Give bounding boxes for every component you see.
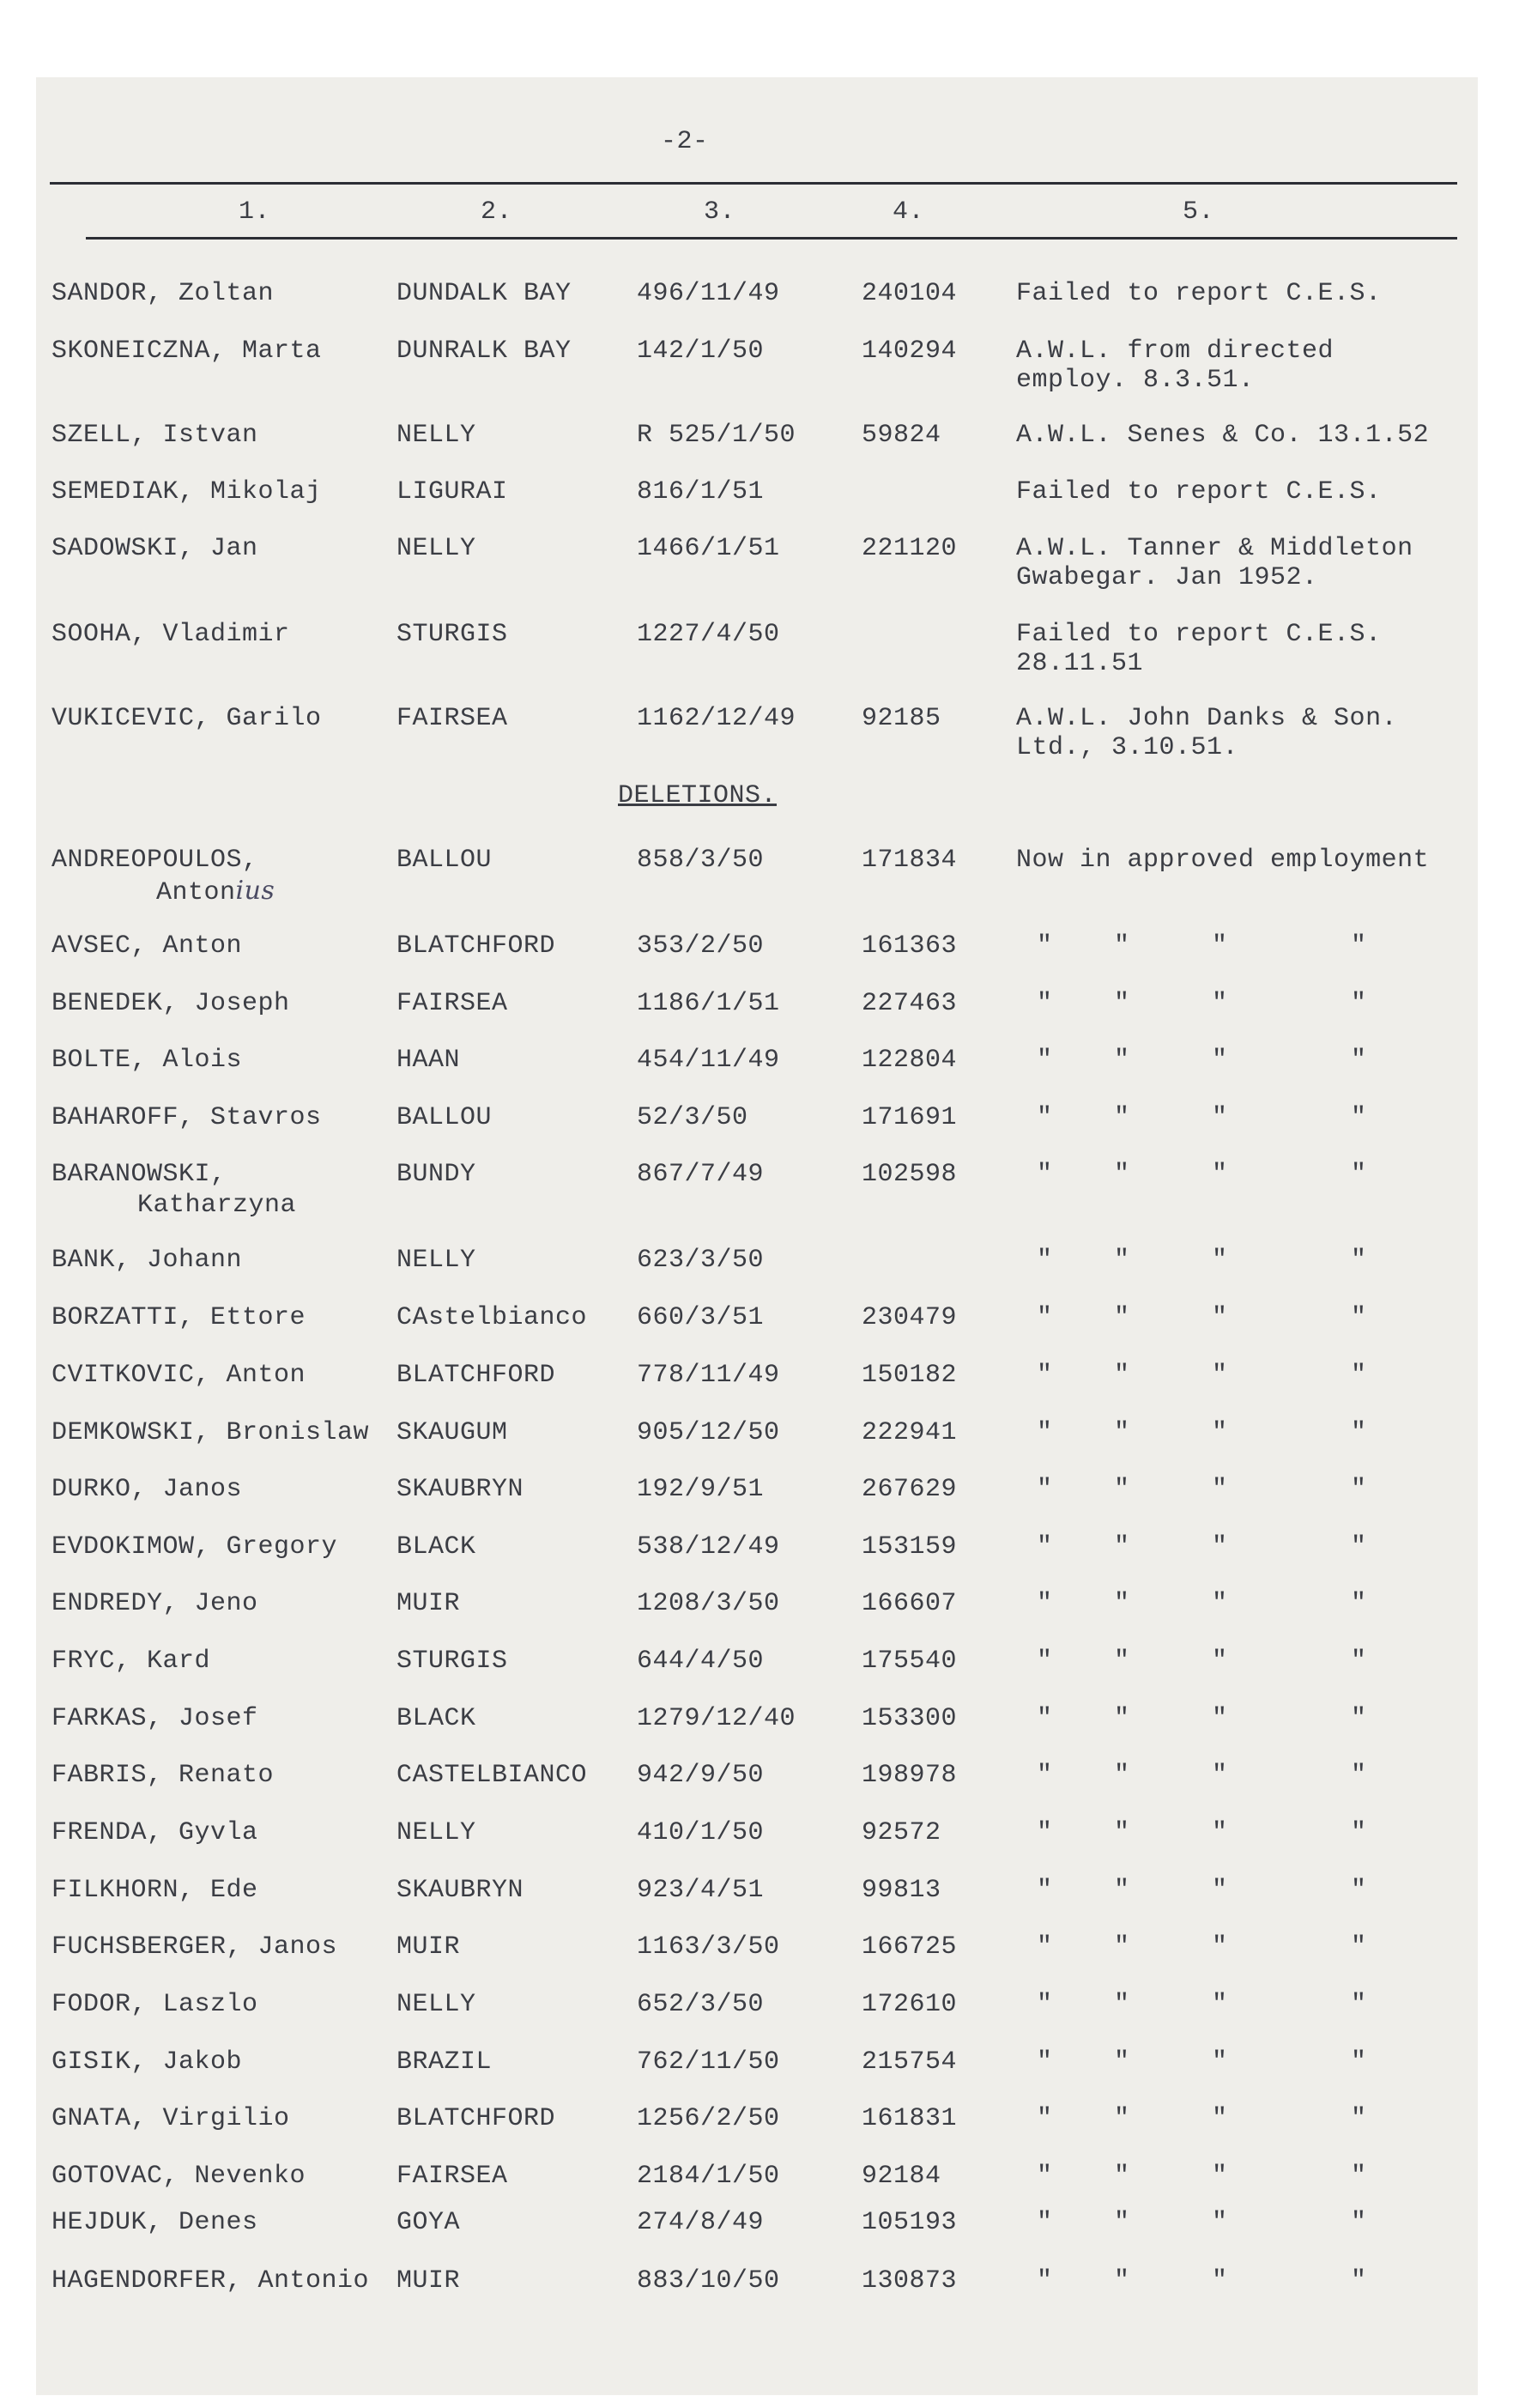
ditto-mark: " [1212, 1418, 1228, 1447]
ditto-mark: " [1212, 931, 1228, 961]
typed-given-name: Anton [156, 878, 236, 907]
ditto-mark: " [1212, 1475, 1228, 1504]
ditto-mark: " [1114, 1475, 1130, 1504]
ditto-mark: " [1114, 1704, 1130, 1733]
ship-name: NELLY [396, 1246, 476, 1275]
ditto-mark: " [1114, 1418, 1130, 1447]
ditto-mark: " [1037, 1704, 1053, 1733]
person-name: FRYC, Kard [51, 1647, 211, 1676]
person-name: BARANOWSKI, [51, 1160, 227, 1189]
id-number: 99813 [862, 1876, 941, 1905]
ditto-mark: " [1212, 1246, 1228, 1275]
person-name: GOTOVAC, Nevenko [51, 2162, 306, 2191]
page-number: -2- [661, 127, 709, 156]
ditto-mark: " [1114, 1647, 1130, 1676]
ditto-mark: " [1351, 1418, 1367, 1447]
ditto-mark: " [1212, 1046, 1228, 1075]
ditto-mark: " [1114, 1046, 1130, 1075]
ditto-mark: " [1037, 1589, 1053, 1618]
remark: A.W.L. Senes & Co. 13.1.52 [1016, 421, 1430, 450]
reference-number: 858/3/50 [637, 846, 765, 875]
reference-number: 1186/1/51 [637, 989, 780, 1018]
ditto-mark: " [1114, 1761, 1130, 1790]
reference-number: 816/1/51 [637, 477, 765, 506]
person-name: FODOR, Laszlo [51, 1990, 258, 2019]
ditto-mark: " [1212, 2208, 1228, 2237]
ditto-mark: " [1212, 989, 1228, 1018]
reference-number: 867/7/49 [637, 1160, 765, 1189]
ship-name: BLACK [396, 1532, 476, 1562]
ditto-mark: " [1351, 2208, 1367, 2237]
reference-number: 1227/4/50 [637, 620, 780, 649]
ditto-mark: " [1114, 1589, 1130, 1618]
ditto-mark: " [1351, 2266, 1367, 2296]
id-number: 92572 [862, 1818, 941, 1847]
ditto-mark: " [1351, 1589, 1367, 1618]
ship-name: BLATCHFORD [396, 931, 556, 961]
ship-name: NELLY [396, 421, 476, 450]
ditto-mark: " [1037, 1990, 1053, 2019]
id-number: 161831 [862, 2104, 958, 2133]
ditto-mark: " [1351, 931, 1367, 961]
ditto-mark: " [1037, 2208, 1053, 2237]
ditto-mark: " [1351, 1361, 1367, 1390]
ship-name: MUIR [396, 1589, 461, 1618]
reference-number: 942/9/50 [637, 1761, 765, 1790]
id-number: 171834 [862, 846, 958, 875]
ditto-mark: " [1212, 1990, 1228, 2019]
remark: A.W.L. from directed [1016, 337, 1334, 366]
ditto-mark: " [1351, 1103, 1367, 1132]
ditto-mark: " [1351, 989, 1367, 1018]
ditto-mark: " [1037, 2104, 1053, 2133]
ditto-mark: " [1212, 2104, 1228, 2133]
remark: A.W.L. Tanner & Middleton [1016, 534, 1413, 563]
id-number: 59824 [862, 421, 941, 450]
reference-number: 1163/3/50 [637, 1932, 780, 1962]
reference-number: 1466/1/51 [637, 534, 780, 563]
id-number: 221120 [862, 534, 958, 563]
ditto-mark: " [1037, 1475, 1053, 1504]
id-number: 122804 [862, 1046, 958, 1075]
ditto-mark: " [1114, 931, 1130, 961]
ditto-mark: " [1037, 1532, 1053, 1562]
remark: Now in approved employment [1016, 846, 1430, 875]
reference-number: 454/11/49 [637, 1046, 780, 1075]
ship-name: NELLY [396, 1818, 476, 1847]
ship-name: MUIR [396, 2266, 461, 2296]
ditto-mark: " [1114, 2162, 1130, 2191]
remark-continued: 28.11.51 [1016, 649, 1144, 678]
person-name: GNATA, Virgilio [51, 2104, 290, 2133]
ditto-mark: " [1114, 1361, 1130, 1390]
id-number: 166607 [862, 1589, 958, 1618]
remark: Failed to report C.E.S. [1016, 477, 1382, 506]
ditto-mark: " [1037, 2266, 1053, 2296]
ditto-mark: " [1351, 1160, 1367, 1189]
ditto-mark: " [1114, 1990, 1130, 2019]
person-name: ANDREOPOULOS, [51, 846, 258, 875]
person-name: FARKAS, Josef [51, 1704, 258, 1733]
person-name: FUCHSBERGER, Janos [51, 1932, 338, 1962]
reference-number: 905/12/50 [637, 1418, 780, 1447]
person-name: BENEDEK, Joseph [51, 989, 290, 1018]
ship-name: BLATCHFORD [396, 2104, 556, 2133]
ditto-mark: " [1212, 1876, 1228, 1905]
person-name: SZELL, Istvan [51, 421, 258, 450]
ship-name: STURGIS [396, 620, 508, 649]
header-rule-bottom [86, 237, 1457, 240]
ditto-mark: " [1212, 1361, 1228, 1390]
handwritten-suffix: ius [235, 876, 275, 906]
ship-name: FAIRSEA [396, 2162, 508, 2191]
ditto-mark: " [1114, 1160, 1130, 1189]
person-name: EVDOKIMOW, Gregory [51, 1532, 338, 1562]
ditto-mark: " [1351, 1876, 1367, 1905]
reference-number: 644/4/50 [637, 1647, 765, 1676]
remark-continued: Gwabegar. Jan 1952. [1016, 563, 1318, 592]
remark: Failed to report C.E.S. [1016, 620, 1382, 649]
id-number: 153159 [862, 1532, 958, 1562]
ditto-mark: " [1351, 1046, 1367, 1075]
ditto-mark: " [1351, 1932, 1367, 1962]
id-number: 140294 [862, 337, 958, 366]
id-number: 230479 [862, 1303, 958, 1332]
ditto-mark: " [1037, 1647, 1053, 1676]
ship-name: BUNDY [396, 1160, 476, 1189]
ditto-mark: " [1037, 1361, 1053, 1390]
ditto-mark: " [1037, 989, 1053, 1018]
ditto-mark: " [1037, 1103, 1053, 1132]
reference-number: 923/4/51 [637, 1876, 765, 1905]
reference-number: 496/11/49 [637, 279, 780, 308]
ditto-mark: " [1114, 2208, 1130, 2237]
person-name: DEMKOWSKI, Bronislaw [51, 1418, 370, 1447]
person-name-continued [156, 876, 275, 907]
ship-name: NELLY [396, 1990, 476, 2019]
id-number: 92185 [862, 704, 941, 733]
column-header-4: 4. [893, 197, 925, 227]
ditto-mark: " [1114, 1932, 1130, 1962]
reference-number: 660/3/51 [637, 1303, 765, 1332]
ditto-mark: " [1037, 1246, 1053, 1275]
ship-name: LIGURAI [396, 477, 508, 506]
column-header-5: 5. [1183, 197, 1215, 227]
ditto-mark: " [1114, 1532, 1130, 1562]
id-number: 105193 [862, 2208, 958, 2237]
column-header-2: 2. [481, 197, 513, 227]
ditto-mark: " [1037, 1876, 1053, 1905]
reference-number: 192/9/51 [637, 1475, 765, 1504]
id-number: 102598 [862, 1160, 958, 1189]
ditto-mark: " [1114, 1876, 1130, 1905]
person-name: SOOHA, Vladimir [51, 620, 290, 649]
ditto-mark: " [1351, 1761, 1367, 1790]
person-name: DURKO, Janos [51, 1475, 243, 1504]
id-number: 215754 [862, 2047, 958, 2077]
ship-name: BALLOU [396, 1103, 493, 1132]
reference-number: 2184/1/50 [637, 2162, 780, 2191]
reference-number: 652/3/50 [637, 1990, 765, 2019]
reference-number: 778/11/49 [637, 1361, 780, 1390]
ship-name: CASTELBIANCO [396, 1761, 588, 1790]
ditto-mark: " [1212, 2162, 1228, 2191]
reference-number: 1279/12/40 [637, 1704, 796, 1733]
id-number: 150182 [862, 1361, 958, 1390]
remark: Failed to report C.E.S. [1016, 279, 1382, 308]
ditto-mark: " [1212, 1704, 1228, 1733]
ship-name: BALLOU [396, 846, 493, 875]
ditto-mark: " [1114, 989, 1130, 1018]
person-name: FILKHORN, Ede [51, 1876, 258, 1905]
ship-name: SKAUBRYN [396, 1876, 524, 1905]
ditto-mark: " [1351, 2162, 1367, 2191]
person-name: HEJDUK, Denes [51, 2208, 258, 2237]
id-number: 267629 [862, 1475, 958, 1504]
ditto-mark: " [1351, 1246, 1367, 1275]
person-name: AVSEC, Anton [51, 931, 243, 961]
ditto-mark: " [1351, 1990, 1367, 2019]
ditto-mark: " [1351, 1818, 1367, 1847]
person-name: ENDREDY, Jeno [51, 1589, 258, 1618]
ditto-mark: " [1212, 1818, 1228, 1847]
person-name: BORZATTI, Ettore [51, 1303, 306, 1332]
ship-name: FAIRSEA [396, 989, 508, 1018]
ditto-mark: " [1212, 1589, 1228, 1618]
person-name: VUKICEVIC, Garilo [51, 704, 322, 733]
id-number: 240104 [862, 279, 958, 308]
remark: A.W.L. John Danks & Son. [1016, 704, 1398, 733]
ship-name: SKAUBRYN [396, 1475, 524, 1504]
header-rule-top [50, 182, 1457, 185]
remark-continued: Ltd., 3.10.51. [1016, 733, 1239, 762]
ditto-mark: " [1351, 1647, 1367, 1676]
ship-name: BLACK [396, 1704, 476, 1733]
ditto-mark: " [1351, 2104, 1367, 2133]
ship-name: GOYA [396, 2208, 461, 2237]
ditto-mark: " [1212, 2266, 1228, 2296]
ship-name: HAAN [396, 1046, 461, 1075]
reference-number: 274/8/49 [637, 2208, 765, 2237]
id-number: 222941 [862, 1418, 958, 1447]
ditto-mark: " [1114, 2266, 1130, 2296]
person-name: SADOWSKI, Jan [51, 534, 258, 563]
reference-number: 410/1/50 [637, 1818, 765, 1847]
ditto-mark: " [1114, 2047, 1130, 2077]
ditto-mark: " [1351, 1303, 1367, 1332]
id-number: 153300 [862, 1704, 958, 1733]
ditto-mark: " [1212, 1647, 1228, 1676]
ditto-mark: " [1037, 1046, 1053, 1075]
ditto-mark: " [1037, 1160, 1053, 1189]
ditto-mark: " [1351, 1532, 1367, 1562]
person-name: BOLTE, Alois [51, 1046, 243, 1075]
ship-name: BLATCHFORD [396, 1361, 556, 1390]
ditto-mark: " [1114, 1103, 1130, 1132]
person-name: FRENDA, Gyvla [51, 1818, 258, 1847]
ditto-mark: " [1212, 1532, 1228, 1562]
ditto-mark: " [1037, 2162, 1053, 2191]
ship-name: STURGIS [396, 1647, 508, 1676]
ship-name: FAIRSEA [396, 704, 508, 733]
person-name: FABRIS, Renato [51, 1761, 275, 1790]
id-number: 171691 [862, 1103, 958, 1132]
ditto-mark: " [1037, 931, 1053, 961]
id-number: 92184 [862, 2162, 941, 2191]
ditto-mark: " [1212, 1932, 1228, 1962]
ditto-mark: " [1212, 1303, 1228, 1332]
ditto-mark: " [1351, 2047, 1367, 2077]
reference-number: 353/2/50 [637, 931, 765, 961]
person-name: CVITKOVIC, Anton [51, 1361, 306, 1390]
ship-name: DUNDALK BAY [396, 279, 572, 308]
reference-number: 1256/2/50 [637, 2104, 780, 2133]
person-name: HAGENDORFER, Antonio [51, 2266, 370, 2296]
person-name: SANDOR, Zoltan [51, 279, 275, 308]
id-number: 227463 [862, 989, 958, 1018]
person-name-continued: Katharzyna [137, 1191, 297, 1220]
ditto-mark: " [1212, 1761, 1228, 1790]
reference-number: 1208/3/50 [637, 1589, 780, 1618]
reference-number: 623/3/50 [637, 1246, 765, 1275]
id-number: 166725 [862, 1932, 958, 1962]
ship-name: NELLY [396, 534, 476, 563]
reference-number: 883/10/50 [637, 2266, 780, 2296]
id-number: 172610 [862, 1990, 958, 2019]
person-name: BAHAROFF, Stavros [51, 1103, 322, 1132]
id-number: 130873 [862, 2266, 958, 2296]
ditto-mark: " [1351, 1704, 1367, 1733]
ship-name: CAstelbianco [396, 1303, 588, 1332]
ditto-mark: " [1351, 1475, 1367, 1504]
ditto-mark: " [1114, 1303, 1130, 1332]
ditto-mark: " [1114, 1818, 1130, 1847]
person-name: GISIK, Jakob [51, 2047, 243, 2077]
ship-name: BRAZIL [396, 2047, 493, 2077]
reference-number: 142/1/50 [637, 337, 765, 366]
ship-name: SKAUGUM [396, 1418, 508, 1447]
ditto-mark: " [1037, 1932, 1053, 1962]
ship-name: MUIR [396, 1932, 461, 1962]
person-name: SEMEDIAK, Mikolaj [51, 477, 322, 506]
person-name: SKONEICZNA, Marta [51, 337, 322, 366]
reference-number: 52/3/50 [637, 1103, 748, 1132]
ship-name: DUNRALK BAY [396, 337, 572, 366]
reference-number: 1162/12/49 [637, 704, 796, 733]
ditto-mark: " [1037, 2047, 1053, 2077]
ditto-mark: " [1037, 1303, 1053, 1332]
reference-number: 538/12/49 [637, 1532, 780, 1562]
deletions-heading: DELETIONS. [618, 781, 778, 810]
column-header-3: 3. [704, 197, 736, 227]
reference-number: R 525/1/50 [637, 421, 796, 450]
ditto-mark: " [1037, 1418, 1053, 1447]
ditto-mark: " [1212, 2047, 1228, 2077]
id-number: 161363 [862, 931, 958, 961]
ditto-mark: " [1212, 1160, 1228, 1189]
ditto-mark: " [1037, 1818, 1053, 1847]
remark-continued: employ. 8.3.51. [1016, 366, 1255, 395]
ditto-mark: " [1212, 1103, 1228, 1132]
ditto-mark: " [1114, 2104, 1130, 2133]
ditto-mark: " [1037, 1761, 1053, 1790]
reference-number: 762/11/50 [637, 2047, 780, 2077]
ditto-mark: " [1114, 1246, 1130, 1275]
id-number: 198978 [862, 1761, 958, 1790]
column-header-1: 1. [239, 197, 271, 227]
person-name: BANK, Johann [51, 1246, 243, 1275]
id-number: 175540 [862, 1647, 958, 1676]
